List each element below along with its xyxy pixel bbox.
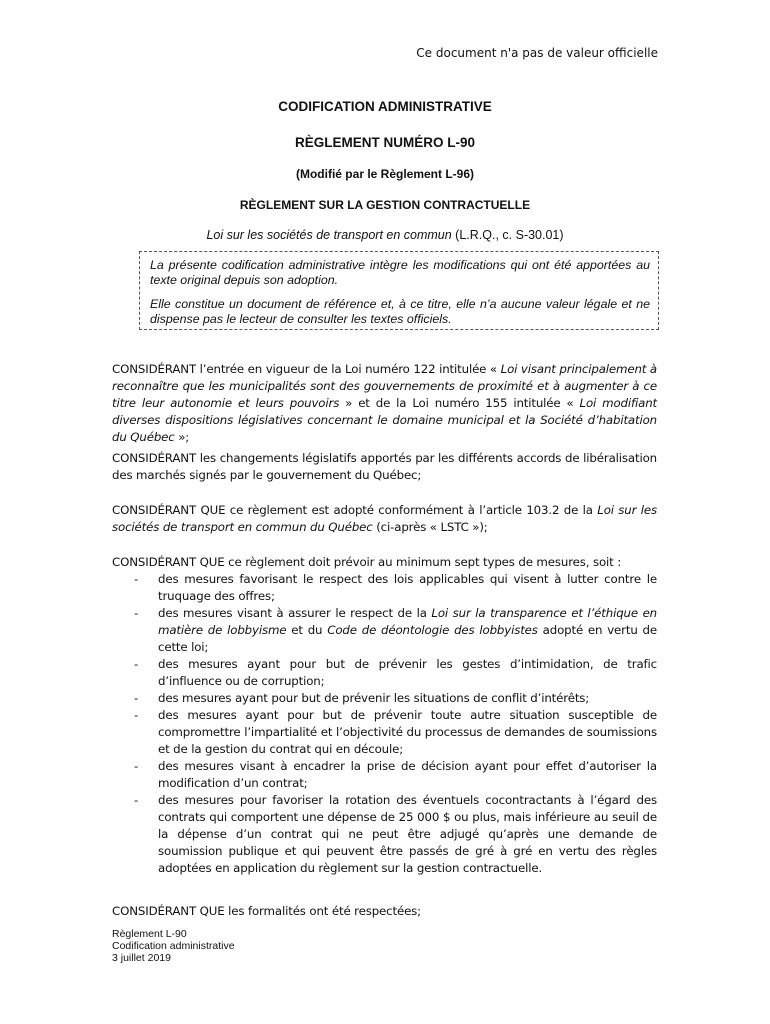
measure-text: des mesures ayant pour but de prévenir les situations de conflit d’intérêts; bbox=[158, 691, 590, 705]
measure-text-c: et du bbox=[286, 623, 328, 637]
lobbyism-law-title: Loi sur la transparence et l’éthique en matière de lobbyisme bbox=[158, 606, 657, 637]
modification-note: (Modifié par le Règlement L-96) bbox=[295, 167, 475, 181]
list-dash: - bbox=[134, 691, 139, 705]
reglement-subject-title: RÈGLEMENT SUR LA GESTION CONTRACTUELLE bbox=[239, 198, 531, 212]
measure-text: des mesures favorisant le respect des lois applicables qui visent à lutter contre le truquage des offres; bbox=[158, 572, 657, 603]
loi-155-title: Loi modifiant diverses dispositions législatives concernant le domaine municipal et la Société d’habitation du Québec bbox=[112, 396, 658, 444]
lstc-title: Loi sur les sociétés de transport en commun du Québec bbox=[112, 503, 657, 534]
list-item bbox=[112, 571, 657, 605]
list-dash: - bbox=[134, 793, 139, 807]
considerant-3-text-a: CONSIDÉRANT QUE ce règlement est adopté conformément à l’article 103.2 de la bbox=[112, 503, 598, 517]
measure-text-a: des mesures visant à assurer le respect de la bbox=[158, 606, 432, 620]
list-dash: - bbox=[134, 657, 139, 671]
lobbyist-code-title: Code de déontologie des lobbyistes bbox=[327, 623, 538, 637]
law-reference bbox=[0, 228, 770, 242]
considerant-1 bbox=[112, 361, 657, 446]
disclaimer-box bbox=[139, 251, 659, 330]
codification-title: CODIFICATION ADMINISTRATIVE bbox=[278, 99, 492, 114]
footer-date: 3 juillet 2019 bbox=[112, 952, 171, 964]
measure-text-e: adopté en vertu de cette loi; bbox=[158, 623, 657, 654]
law-name: Loi sur les sociétés de transport en commun bbox=[206, 228, 452, 242]
list-dash: - bbox=[134, 708, 139, 722]
list-dash: - bbox=[134, 572, 139, 586]
considerant-2: CONSIDÉRANT les changements législatifs apportés par les différents accords de libéralisation des marchés signés par le gouvernement du Québec; bbox=[112, 451, 657, 482]
disclaimer-paragraph-2: Elle constitue un document de référence et, à ce titre, elle n’a aucune valeur légale et ne dispense pas le lecteur de consulter les textes officiels. bbox=[150, 297, 650, 326]
list-item bbox=[112, 707, 657, 758]
footer-reglement: Règlement L-90 bbox=[112, 928, 187, 940]
considerant-5: CONSIDÉRANT QUE les formalités ont été respectées; bbox=[112, 904, 421, 918]
unofficial-notice: Ce document n'a pas de valeur officielle bbox=[416, 46, 658, 60]
law-citation: (L.R.Q., c. S-30.01) bbox=[451, 228, 564, 242]
reglement-number-title: RÈGLEMENT NUMÉRO L-90 bbox=[294, 135, 475, 150]
disclaimer-paragraph-1: La présente codification administrative intègre les modifications qui ont été apportées au texte original depuis son adoption. bbox=[150, 258, 650, 287]
measure-text: des mesures pour favoriser la rotation des éventuels cocontractants à l’égard des contrats qui comportent une dépense de 25 000 $ ou plus, mais inférieure au seuil de la dépense d’un contrat qui ne peut être adjugé qu’après une demande de soumission publique et qui peuvent être passés de gré à gré en vertu des règles adoptées en application du règlement sur la gestion contractuelle. bbox=[158, 793, 657, 875]
list-item bbox=[112, 656, 657, 690]
considerant-4 bbox=[112, 554, 657, 877]
measures-list bbox=[112, 571, 657, 877]
list-dash: - bbox=[134, 606, 139, 620]
loi-122-title: Loi visant principalement à reconnaître que les municipalités sont des gouvernements de proximité et à augmenter à ce titre leur autonomie et leurs pouvoirs bbox=[112, 362, 657, 410]
considerant-1-text-a: CONSIDÉRANT l’entrée en vigueur de la Loi numéro 122 intitulée « bbox=[112, 362, 501, 376]
considerant-3-text-c: (ci-après « LSTC »); bbox=[372, 520, 488, 534]
list-dash: - bbox=[134, 759, 139, 773]
measure-text: des mesures ayant pour but de prévenir les gestes d’intimidation, de trafic d’influence ou de corruption; bbox=[158, 657, 657, 688]
list-item bbox=[112, 605, 657, 656]
considerant-1-text-e: »; bbox=[174, 430, 190, 444]
considerant-3 bbox=[112, 502, 657, 536]
list-item bbox=[112, 758, 657, 792]
list-item bbox=[112, 792, 657, 877]
page-footer bbox=[112, 928, 235, 964]
list-item bbox=[112, 690, 657, 707]
measure-text: des mesures ayant pour but de prévenir toute autre situation susceptible de compromettre l’impartialité et l’objectivité du processus de demandes de soumissions et de la gestion du contrat qui en découle; bbox=[158, 708, 657, 756]
considerant-4-intro: CONSIDÉRANT QUE ce règlement doit prévoir au minimum sept types de mesures, soit : bbox=[112, 555, 622, 569]
measure-text: des mesures visant à encadrer la prise de décision ayant pour effet d’autoriser la modification d’un contrat; bbox=[158, 759, 657, 790]
footer-codification: Codification administrative bbox=[112, 940, 235, 952]
considerant-1-text-c: » et de la Loi numéro 155 intitulée « bbox=[339, 396, 580, 410]
